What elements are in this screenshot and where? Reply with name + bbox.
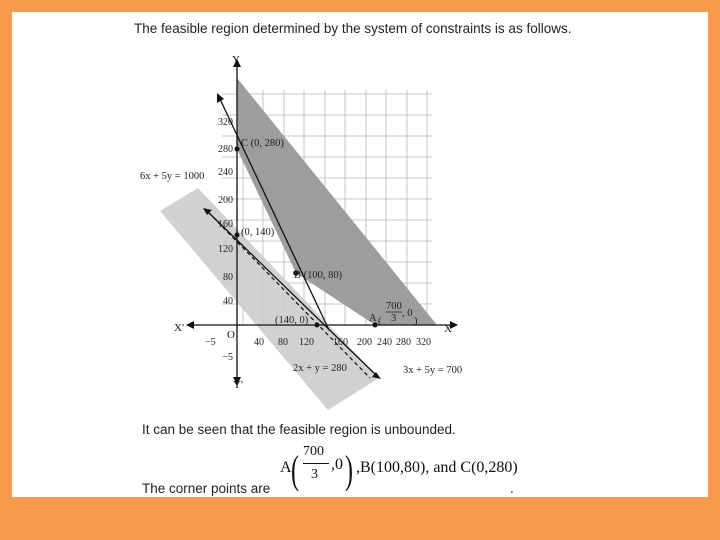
formula-a: A (280, 459, 292, 476)
paren-close: ) (414, 316, 418, 327)
y-tick: 40 (223, 296, 233, 307)
x-tick: 280 (396, 337, 411, 348)
page-sheet (12, 12, 708, 497)
feasible-region-graph (12, 12, 708, 412)
y-tick: 160 (218, 219, 233, 230)
paren-open: ( (378, 316, 382, 327)
point-label-b: B (100, 80) (294, 270, 343, 281)
formula-a-denominator: 3 (311, 467, 318, 482)
y-tick: 280 (218, 144, 233, 155)
x-tick: −5 (205, 337, 216, 348)
x-axis-neg-arrow-icon (186, 321, 194, 329)
a-denominator: 3 (391, 313, 397, 324)
a-tail: , 0 (402, 308, 413, 319)
y-tick: 240 (218, 167, 233, 178)
y-tick: −5 (222, 352, 233, 363)
point-label-0-140: (0, 140) (241, 227, 275, 238)
y-tick: 120 (218, 244, 233, 255)
line-label-3x-5y: 3x + 5y = 700 (403, 365, 463, 376)
corner-points-label: The corner points are (142, 481, 271, 496)
line-label-6x-5y: 6x + 5y = 1000 (140, 171, 205, 182)
x-tick: 80 (278, 337, 288, 348)
unbounded-text: It can be seen that the feasible region is unbounded. (142, 422, 456, 437)
formula-b-c: ,B(100,80), and C(0,280) (356, 459, 518, 476)
x-tick: 120 (299, 337, 314, 348)
y-tick: 200 (218, 195, 233, 206)
x-neg-axis-label: X' (174, 322, 184, 334)
point-c (235, 147, 240, 152)
x-tick: 40 (254, 337, 264, 348)
formula-fraction-bar (303, 463, 329, 464)
point-0-140 (235, 233, 240, 238)
formula-a-rest: ,0 (331, 456, 343, 473)
y-neg-axis-label: Y' (233, 379, 243, 391)
y-tick: 80 (223, 272, 233, 283)
formula-paren-close: ) (345, 447, 353, 492)
svg-text:A: A (369, 313, 377, 324)
x-tick: 200 (357, 337, 372, 348)
origin-label: O (227, 329, 235, 341)
x-tick: 240 (377, 337, 392, 348)
intro-text: The feasible region determined by the system of constraints is as follows. (134, 21, 572, 36)
y-axis-label: Y (232, 54, 240, 66)
x-axis-label: X (444, 323, 452, 335)
point-140-0 (315, 323, 320, 328)
line-label-2x-y: 2x + y = 280 (293, 363, 347, 374)
point-label-c: C (0, 280) (241, 138, 284, 149)
a-numerator: 700 (386, 301, 402, 312)
y-tick: 320 (218, 117, 233, 128)
x-tick: 320 (416, 337, 431, 348)
formula-paren-open: ( (291, 447, 299, 492)
formula-a-numerator: 700 (303, 444, 324, 459)
corner-points-end: . (510, 481, 514, 496)
point-label-140-0: (140, 0) (275, 315, 309, 326)
x-tick: 160 (333, 337, 348, 348)
